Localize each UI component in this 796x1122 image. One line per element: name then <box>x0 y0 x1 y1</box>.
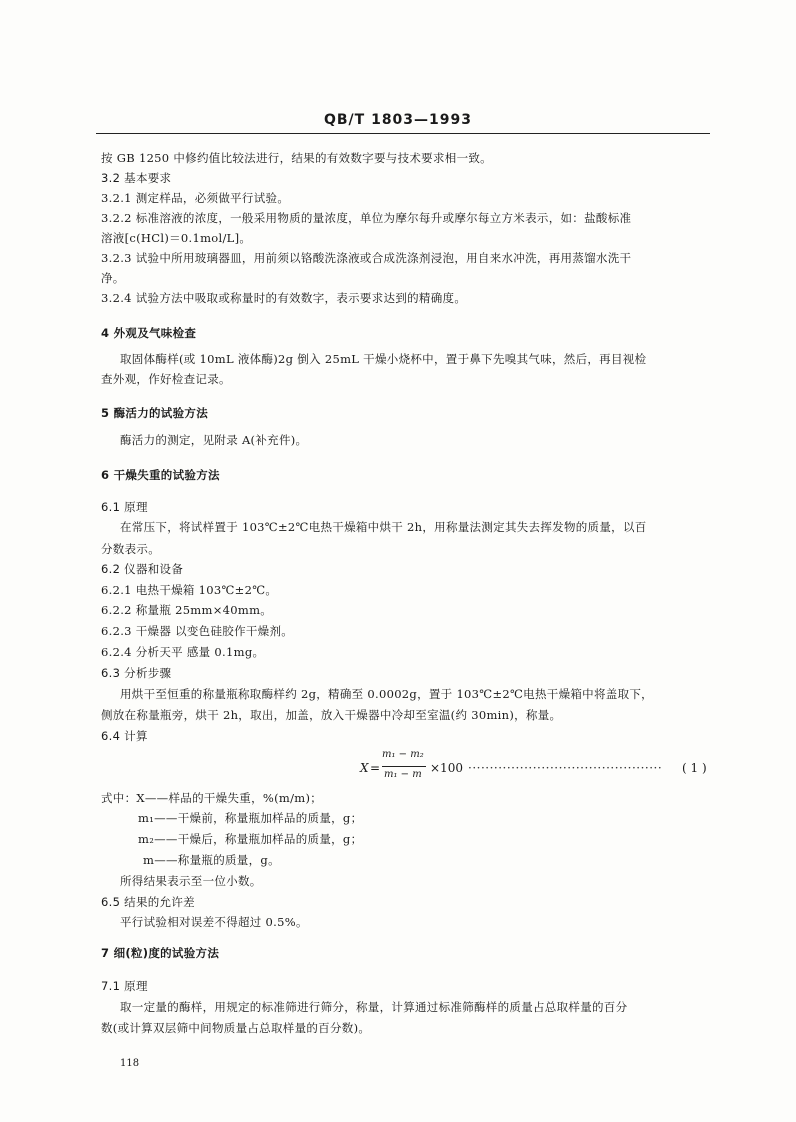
text-line: 侧放在称量瓶旁，烘干 2h，取出，加盖，放入干燥器中冷却至室温(约 30min)，称量。 <box>101 708 562 722</box>
section-heading: 5 酶活力的试验方法 <box>101 406 209 420</box>
text-line: 3.2.2 标准溶液的浓度，一般采用物质的量浓度，单位为摩尔每升或摩尔每立方米表示，如：盐酸标准 <box>101 211 632 225</box>
page-header: QB/T 1803—1993 <box>323 112 473 128</box>
text-line: 用烘干至恒重的称量瓶称取酶样约 2g，精确至 0.0002g，置于 103℃±2℃电热干燥箱中将盖取下， <box>120 687 653 701</box>
section-heading: 6 干燥失重的试验方法 <box>101 468 220 482</box>
formula-numerator: m₁ − m₂ <box>382 749 424 760</box>
text-line: 3.2.1 测定样品，必须做平行试验。 <box>101 191 290 205</box>
section-heading: 6.2 仪器和设备 <box>101 562 184 576</box>
text-line: 查外观，作好检查记录。 <box>101 372 231 386</box>
text-line: 所得结果表示至一位小数。 <box>120 874 262 888</box>
section-heading: 6.3 分析步骤 <box>101 666 172 680</box>
page-number: 118 <box>120 1058 140 1069</box>
formula-leader-dots: ············································· <box>468 761 663 775</box>
section-heading: 3.2 基本要求 <box>101 171 172 185</box>
fraction-bar <box>382 766 426 767</box>
text-line: 溶液[c(HCl)＝0.1mol/L]。 <box>101 231 252 245</box>
formula-denominator: m₁ − m <box>384 769 422 780</box>
text-line: 3.2.4 试验方法中吸取或称量时的有效数字，表示要求达到的精确度。 <box>101 291 467 305</box>
text-line: 取固体酶样(或 10mL 液体酶)2g 倒入 25mL 干燥小烧杯中，置于鼻下先嗅其气味，然后，再目视检 <box>120 352 647 366</box>
text-line: 6.2.1 电热干燥箱 103℃±2℃。 <box>101 583 278 597</box>
text-line: 取一定量的酶样，用规定的标准筛进行筛分，称量，计算通过标准筛酶样的质量占总取样量的百分 <box>120 1000 628 1014</box>
section-heading: 6.1 原理 <box>101 500 148 514</box>
text-line: 净。 <box>101 271 125 285</box>
section-heading: 4 外观及气味检查 <box>101 326 197 340</box>
text-line: 分数表示。 <box>101 542 160 556</box>
text-line: 6.2.2 称量瓶 25mm×40mm。 <box>101 603 273 617</box>
header-rule <box>96 133 710 134</box>
formula-lhs: X <box>360 761 369 775</box>
text-line: 酶活力的测定，见附录 A(补充件)。 <box>120 433 308 447</box>
text-line: 式中：X——样品的干燥失重，%(m/m)； <box>101 791 323 805</box>
text-line: 数(或计算双层筛中间物质量占总取样量的百分数)。 <box>101 1021 371 1035</box>
section-heading: 6.5 结果的允许差 <box>101 895 195 909</box>
section-heading: 7 细(粒)度的试验方法 <box>101 946 220 960</box>
text-line: 6.2.4 分析天平 感量 0.1mg。 <box>101 645 265 659</box>
text-line: m——称量瓶的质量，g。 <box>143 853 280 867</box>
formula-multiplier: ×100 <box>430 761 463 775</box>
formula-number: ( 1 ) <box>682 761 707 775</box>
section-heading: 7.1 原理 <box>101 979 148 993</box>
text-line: m₁——干燥前，称量瓶加样品的质量，g； <box>138 811 363 825</box>
text-line: m₂——干燥后，称量瓶加样品的质量，g； <box>138 832 363 846</box>
section-heading: 6.4 计算 <box>101 729 148 743</box>
text-line: 平行试验相对误差不得超过 0.5%。 <box>120 915 308 929</box>
text-line: 3.2.3 试验中所用玻璃器皿，用前须以铬酸洗涤液或合成洗涤剂浸泡，用自来水冲洗，再用蒸馏水洗干 <box>101 251 632 265</box>
formula-1 <box>360 749 710 789</box>
text-line: 6.2.3 干燥器 以变色硅胶作干燥剂。 <box>101 624 294 638</box>
text-line: 按 GB 1250 中修约值比较法进行，结果的有效数字要与技术要求相一致。 <box>101 151 492 165</box>
formula-equals: = <box>370 761 381 775</box>
text-line: 在常压下，将试样置于 103℃±2℃电热干燥箱中烘干 2h，用称量法测定其失去挥发物的质量，以百 <box>120 520 647 534</box>
